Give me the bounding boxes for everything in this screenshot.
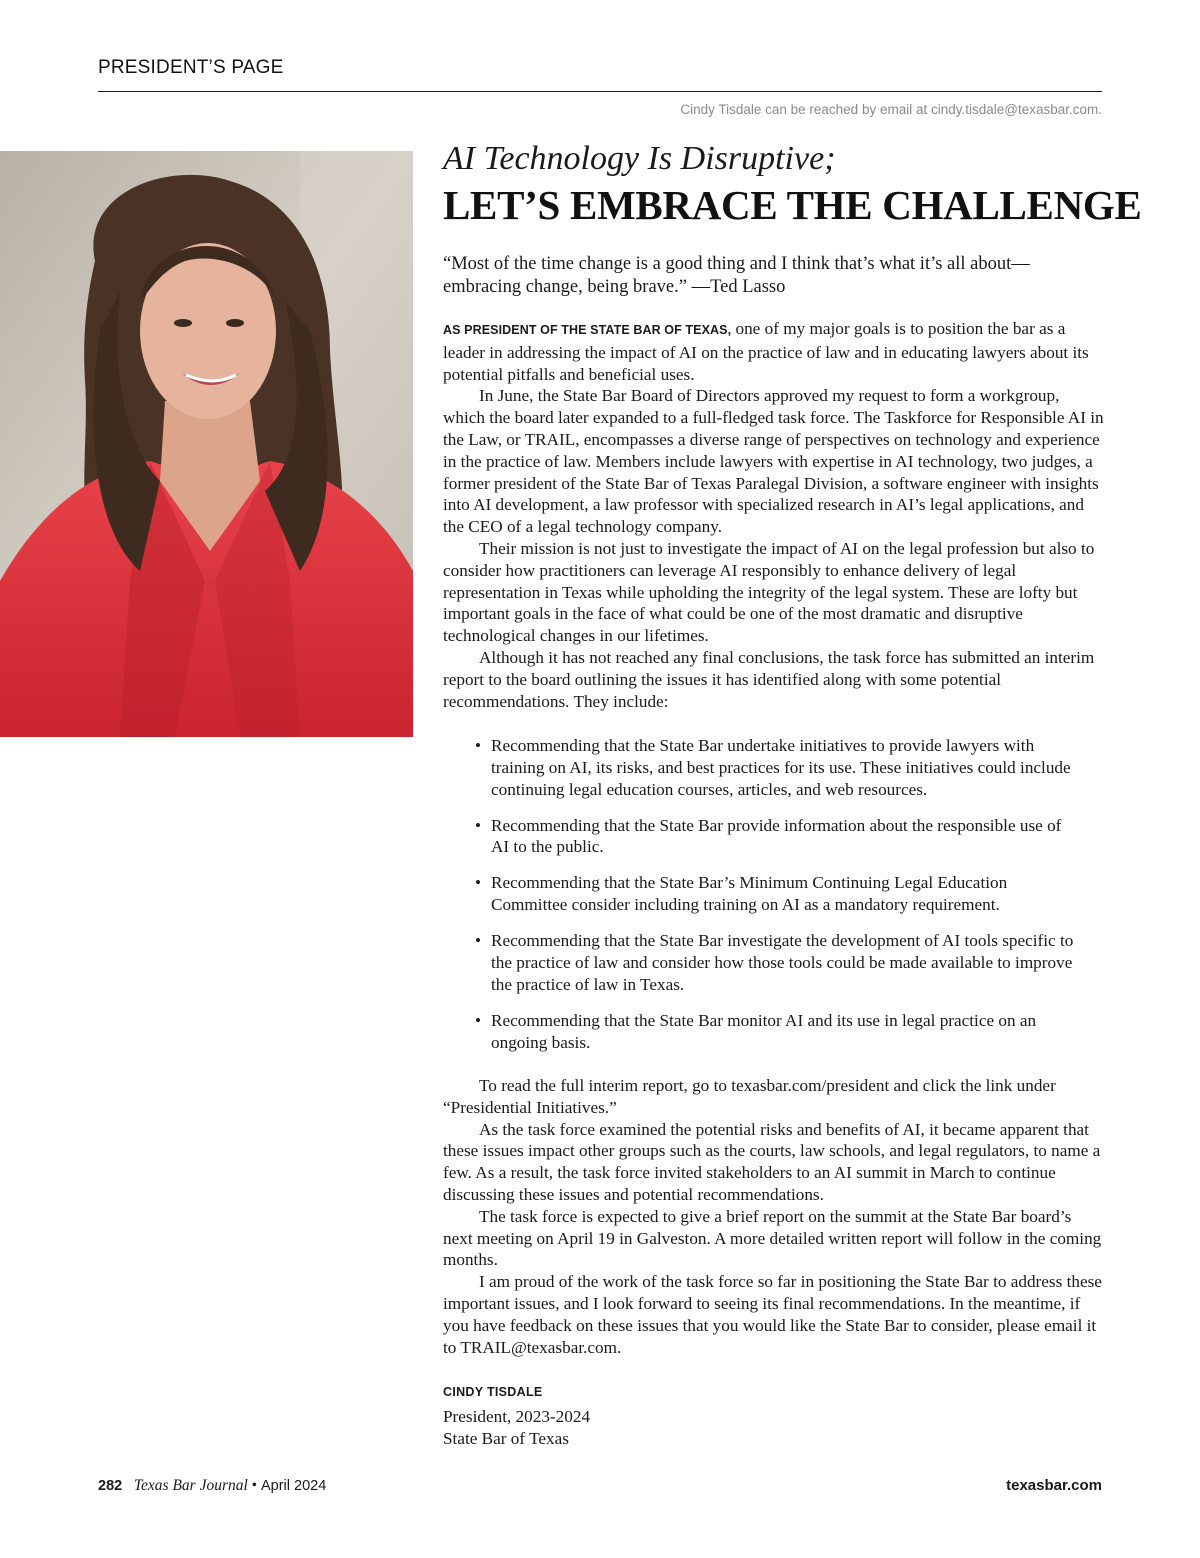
lead-paragraph — [443, 318, 1105, 385]
body-paragraph: The task force is expected to give a brief report on the summit at the State Bar board’s next meeting on April 19 in Galveston. A more detailed written report will follow in the coming months. — [443, 1206, 1102, 1270]
recommendation-text: Recommending that the State Bar investigate the development of AI tools specific to the practice of law and consider how those tools could be made available to improve the practice of law in Texas. — [491, 931, 1074, 994]
recommendation-text: Recommending that the State Bar monitor AI and its use in legal practice on an ongoing basis. — [491, 1010, 1037, 1052]
signature-org: State Bar of Texas — [443, 1429, 569, 1448]
footer-separator: • — [251, 1477, 258, 1494]
lead-text: one of my major goals is to position the bar as a leader in addressing the impact of AI on the practice of law and in educating lawyers about its potential pitfalls and beneficial uses. — [443, 319, 1089, 384]
article-body — [443, 318, 1105, 712]
journal-name: Texas Bar Journal — [133, 1477, 248, 1494]
article-body-closing — [443, 1075, 1105, 1358]
article-kicker: AI Technology Is Disruptive; — [443, 140, 836, 177]
footer-left — [98, 1477, 326, 1495]
recommendation-text: Recommending that the State Bar provide information about the responsible use of AI to the public. — [491, 815, 1062, 857]
bullet-icon: • — [475, 736, 482, 755]
issue-date: April 2024 — [260, 1478, 327, 1494]
recommendation-item — [475, 872, 1075, 916]
recommendation-item — [475, 930, 1075, 995]
signature-name: CINDY TISDALE — [443, 1385, 543, 1399]
recommendation-text: Recommending that the State Bar undertake initiatives to provide lawyers with training on AI, its risks, and best practices for its use. These initiatives could include continuing legal education courses, articles, and web resources. — [491, 736, 1071, 799]
bullet-icon: • — [475, 873, 482, 893]
recommendation-item — [475, 735, 1075, 800]
lead-caps: AS PRESIDENT OF THE STATE BAR OF TEXAS, — [443, 323, 732, 337]
recommendation-item — [475, 815, 1075, 859]
section-label: PRESIDENT’S PAGE — [98, 57, 284, 78]
recommendations-list — [475, 735, 1075, 1068]
article-headline: LET’S EMBRACE THE CHALLENGE — [443, 182, 1142, 228]
recommendation-text: Recommending that the State Bar’s Minimum Continuing Legal Education Committee consider including training on AI as a mandatory requirement. — [491, 873, 1008, 915]
header-rule — [98, 91, 1102, 92]
epigraph-quote: “Most of the time change is a good thing and I think that’s what it’s all about—embracing change, being brave.” —Ted Lasso — [443, 254, 1030, 297]
body-paragraph: Their mission is not just to investigate the impact of AI on the legal profession but also to consider how practitioners can leverage AI responsibly to enhance delivery of legal representation in Texas while upholding the integrity of the legal system. These are lofty but important goals in the face of what could be one of the most dramatic and disruptive technological changes in our lifetimes. — [443, 538, 1095, 646]
bullet-icon: • — [475, 815, 482, 835]
bullet-icon: • — [475, 1010, 482, 1030]
signature-title: President, 2023-2024 — [443, 1407, 591, 1426]
recommendation-item — [475, 1010, 1075, 1054]
body-paragraph: As the task force examined the potential risks and benefits of AI, it became apparent that these issues impact other groups such as the courts, law schools, and legal regulators, to name a few. As a result, the task force invited stakeholders to an AI summit in March to continue discussing these issues and potential recommendations. — [443, 1119, 1101, 1204]
bullet-icon: • — [475, 931, 482, 951]
contact-line: Cindy Tisdale can be reached by email at cindy.tisdale@texasbar.com. — [680, 102, 1102, 117]
body-paragraph: I am proud of the work of the task force so far in positioning the State Bar to address these important issues, and I look forward to seeing its final recommendations. In the meantime, if you have feedback on these issues that you would like the State Bar to consider, please email it to TRAIL@texasbar.com. — [443, 1272, 1102, 1357]
footer-website: texasbar.com — [1006, 1477, 1102, 1494]
body-paragraph: Although it has not reached any final conclusions, the task force has submitted an interim report to the board outlining the issues it has identified along with some potential recommendations. They include: — [443, 647, 1095, 711]
body-paragraph: To read the full interim report, go to texasbar.com/president and click the link under “Presidential Initiatives.” — [443, 1076, 1056, 1117]
page-number: 282 — [98, 1478, 123, 1494]
author-photo — [0, 151, 413, 737]
body-paragraph: In June, the State Bar Board of Directors approved my request to form a workgroup, which the board later expanded to a full-fledged task force. The Taskforce for Responsible AI in the Law, or TRAIL, encompasses a diverse range of perspectives on technology and experience in the practice of law. Members include lawyers with expertise in AI technology, two judges, a former president of the State Bar of Texas Paralegal Division, a software engineer with insights into AI development, a law professor with specialized research in AI’s legal applications, and the CEO of a legal technology company. — [443, 386, 1104, 537]
